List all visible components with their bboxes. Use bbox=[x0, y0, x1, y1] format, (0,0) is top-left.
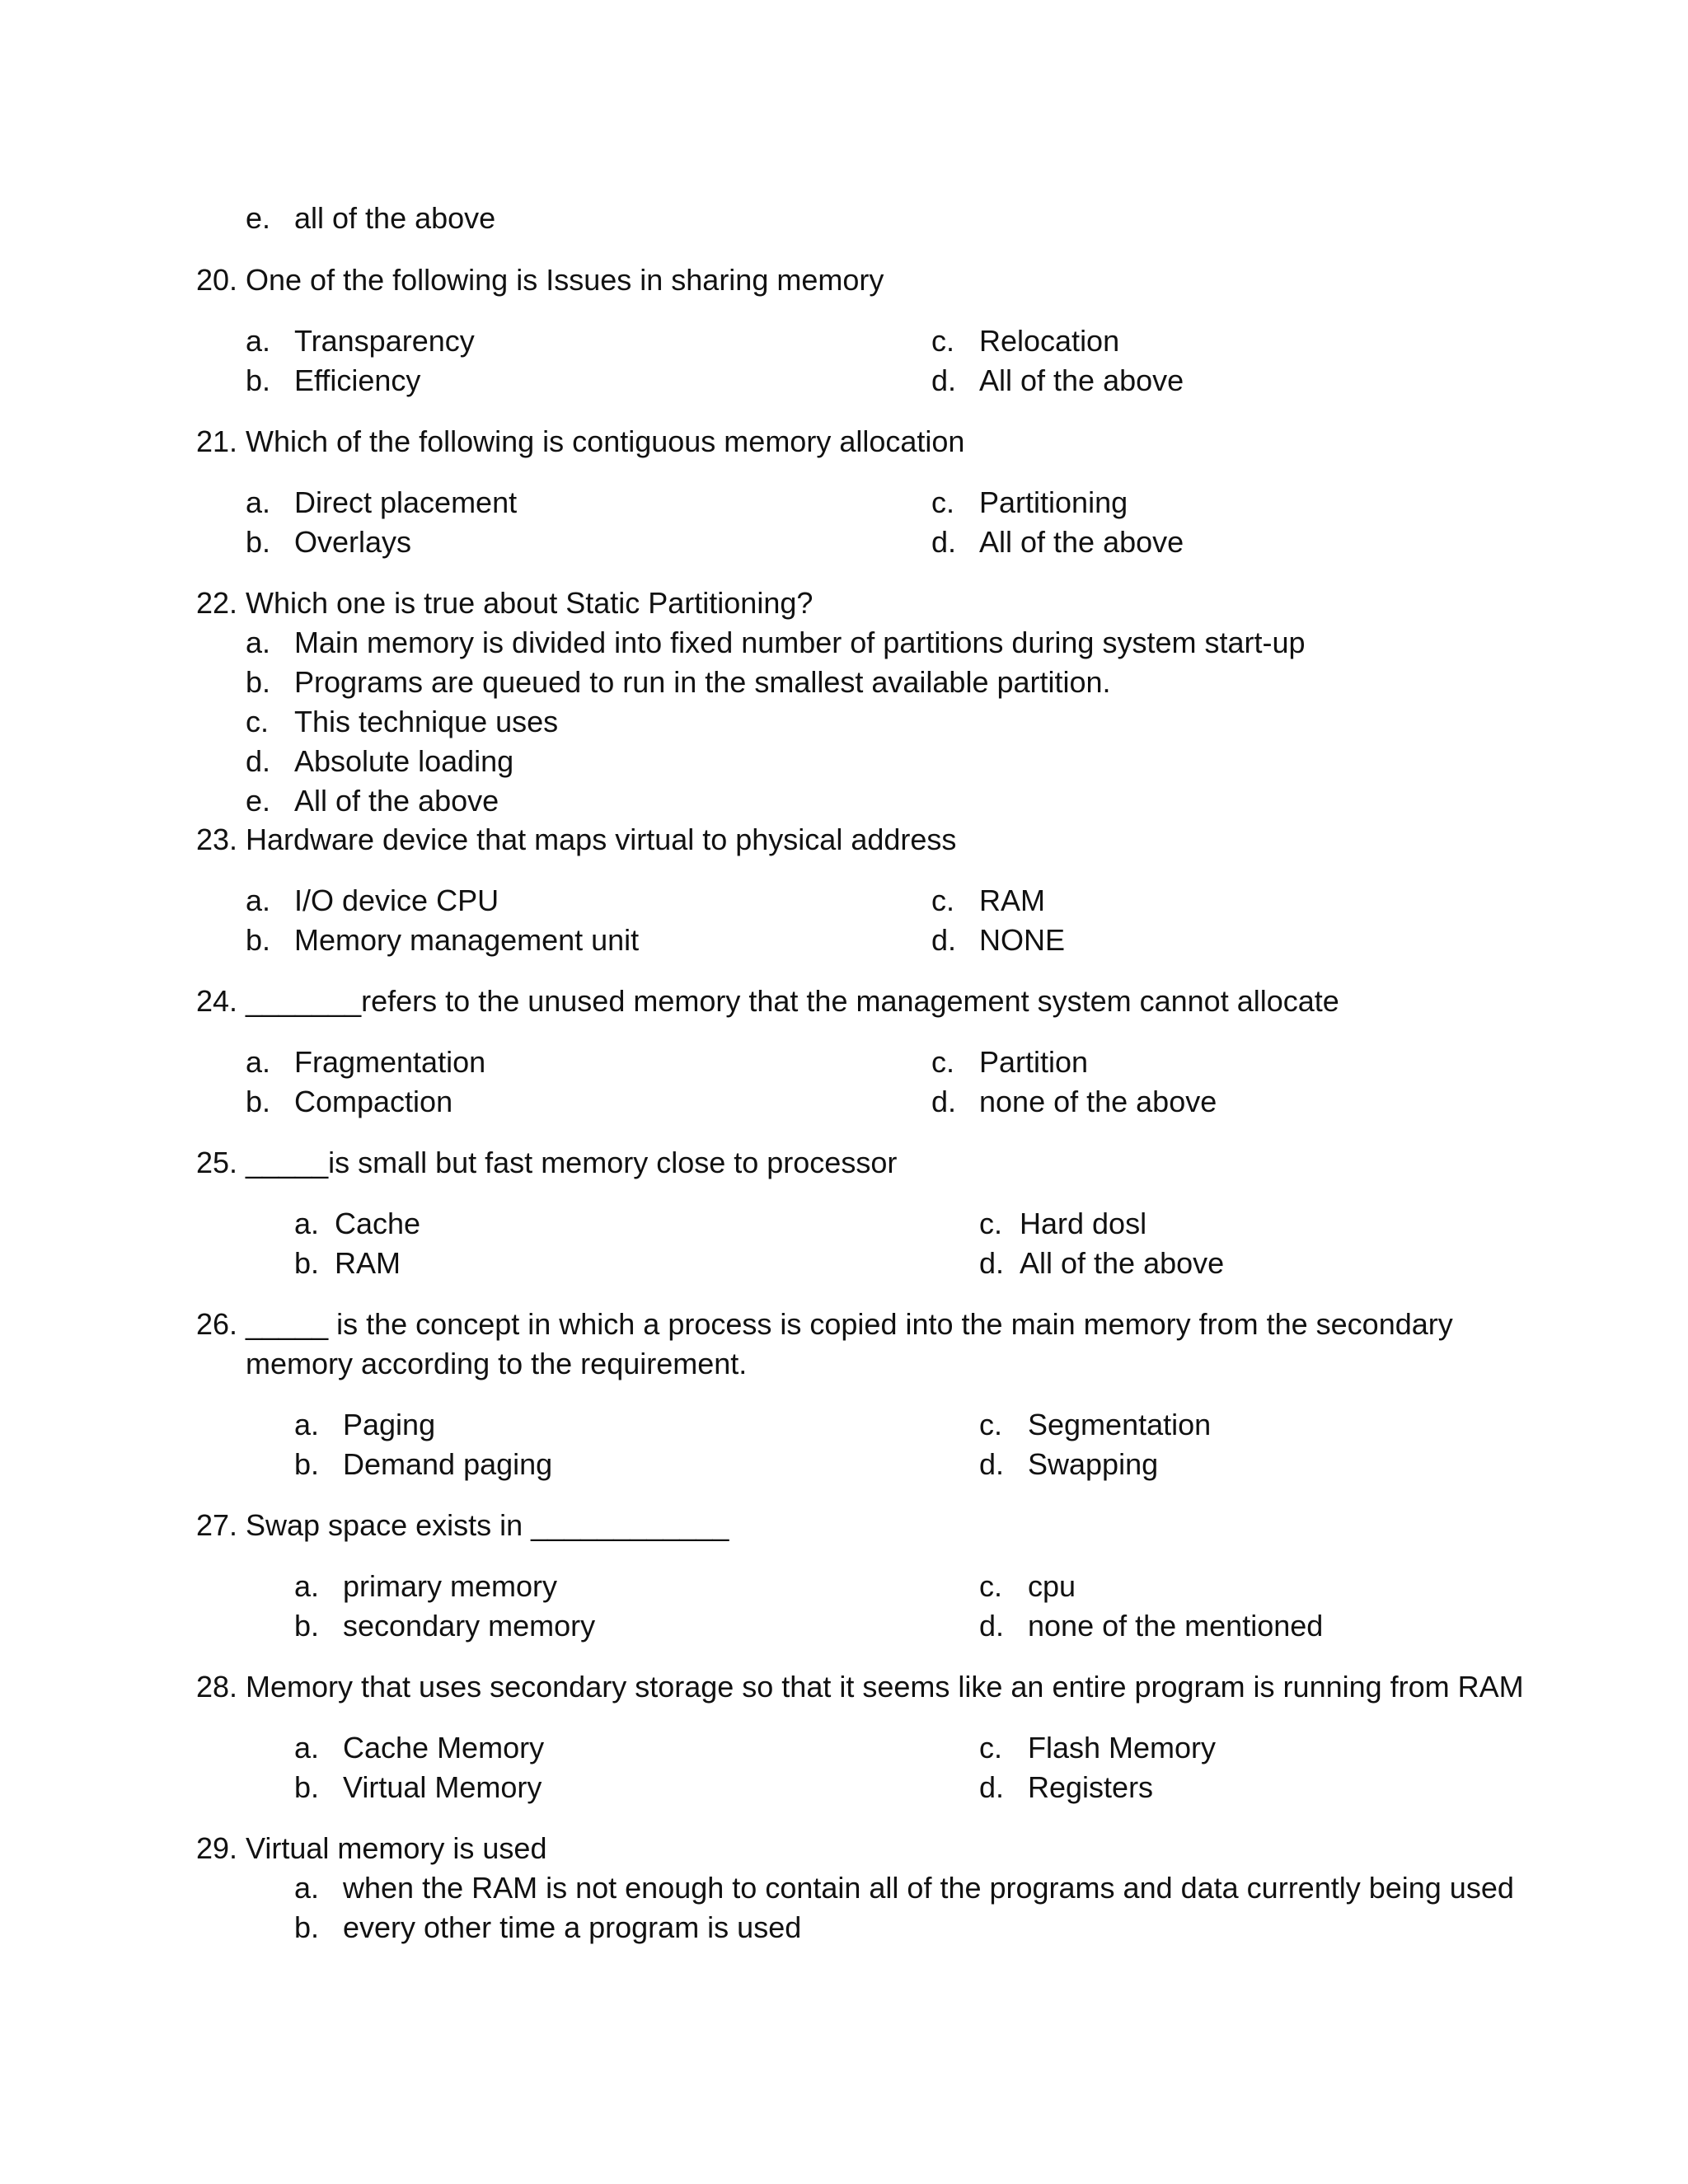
option-marker: b. bbox=[246, 363, 271, 397]
question-text: Swap space exists in ____________ bbox=[246, 1508, 729, 1542]
question-number: 25. bbox=[196, 1146, 238, 1179]
option-text: cpu bbox=[1028, 1569, 1076, 1603]
option-marker: c. bbox=[979, 1207, 1003, 1240]
option-marker: d. bbox=[979, 1609, 1005, 1643]
option-marker: d. bbox=[979, 1447, 1005, 1481]
option-text: Fragmentation bbox=[294, 1045, 486, 1079]
option-text: Efficiency bbox=[294, 363, 421, 397]
option-marker: a. bbox=[294, 1871, 320, 1905]
question-text-continued: memory according to the requirement. bbox=[246, 1347, 748, 1380]
option-text: Transparency bbox=[294, 324, 475, 358]
option-text: This technique uses bbox=[294, 705, 559, 738]
option-marker: b. bbox=[294, 1910, 320, 1944]
option-text: Hard dosl bbox=[1020, 1207, 1147, 1240]
option-marker: c. bbox=[931, 883, 955, 917]
option-marker: d. bbox=[931, 923, 957, 957]
option-marker: a. bbox=[246, 485, 271, 519]
option-marker: b. bbox=[294, 1770, 320, 1804]
option-marker: a. bbox=[246, 1045, 271, 1079]
option-text: secondary memory bbox=[343, 1609, 596, 1643]
option-marker: c. bbox=[979, 1408, 1003, 1441]
option-text: Demand paging bbox=[343, 1447, 553, 1481]
option-text: Programs are queued to run in the smallest available partition. bbox=[294, 665, 1111, 699]
option-text: Direct placement bbox=[294, 485, 518, 519]
option-marker: c. bbox=[931, 324, 955, 358]
option-text: Virtual Memory bbox=[343, 1770, 542, 1804]
option-marker: b. bbox=[246, 1085, 271, 1118]
question-text: _____is small but fast memory close to processor bbox=[246, 1146, 898, 1179]
option-marker: b. bbox=[246, 923, 271, 957]
option-text: Flash Memory bbox=[1028, 1731, 1217, 1765]
option-marker: e. bbox=[246, 201, 271, 235]
question-number: 20. bbox=[196, 263, 238, 297]
question-text: Which of the following is contiguous memory allocation bbox=[246, 424, 965, 458]
option-marker: d. bbox=[979, 1246, 1005, 1280]
option-marker: d. bbox=[931, 525, 957, 559]
option-marker: b. bbox=[246, 525, 271, 559]
option-text: Cache bbox=[335, 1207, 421, 1240]
option-text: none of the mentioned bbox=[1028, 1609, 1324, 1643]
option-marker: e. bbox=[246, 784, 271, 818]
option-marker: d. bbox=[979, 1770, 1005, 1804]
option-text: all of the above bbox=[294, 201, 496, 235]
question-number: 28. bbox=[196, 1670, 238, 1704]
option-marker: a. bbox=[246, 883, 271, 917]
option-marker: d. bbox=[931, 363, 957, 397]
option-marker: c. bbox=[246, 705, 270, 738]
option-text: none of the above bbox=[979, 1085, 1217, 1118]
option-marker: a. bbox=[246, 324, 271, 358]
option-text: Overlays bbox=[294, 525, 412, 559]
option-text: Segmentation bbox=[1028, 1408, 1212, 1441]
question-text: Virtual memory is used bbox=[246, 1831, 547, 1865]
question-text: _____ is the concept in which a process is copied into the main memory from the secondary bbox=[246, 1307, 1453, 1341]
option-text: RAM bbox=[335, 1246, 401, 1280]
option-text: RAM bbox=[979, 883, 1045, 917]
option-text: Swapping bbox=[1028, 1447, 1159, 1481]
option-marker: b. bbox=[246, 665, 271, 699]
option-marker: b. bbox=[294, 1609, 320, 1643]
option-marker: c. bbox=[979, 1731, 1003, 1765]
option-marker: a. bbox=[246, 626, 271, 659]
option-text: NONE bbox=[979, 923, 1066, 957]
option-text: All of the above bbox=[979, 525, 1184, 559]
option-marker: a. bbox=[294, 1408, 320, 1441]
option-text: All of the above bbox=[294, 784, 499, 818]
question-number: 24. bbox=[196, 984, 238, 1018]
option-marker: c. bbox=[979, 1569, 1003, 1603]
option-text: Relocation bbox=[979, 324, 1120, 358]
question-number: 29. bbox=[196, 1831, 238, 1865]
option-text: All of the above bbox=[1020, 1246, 1225, 1280]
option-text: Absolute loading bbox=[294, 744, 514, 778]
option-text: Partitioning bbox=[979, 485, 1128, 519]
option-text: when the RAM is not enough to contain all of the programs and data currently being used bbox=[343, 1871, 1514, 1905]
question-number: 27. bbox=[196, 1508, 238, 1542]
question-text: Hardware device that maps virtual to physical address bbox=[246, 823, 957, 856]
option-text: primary memory bbox=[343, 1569, 558, 1603]
option-text: Compaction bbox=[294, 1085, 453, 1118]
option-text: All of the above bbox=[979, 363, 1184, 397]
option-marker: a. bbox=[294, 1207, 320, 1240]
option-text: Cache Memory bbox=[343, 1731, 545, 1765]
option-marker: a. bbox=[294, 1569, 320, 1603]
question-number: 22. bbox=[196, 586, 238, 620]
question-number: 23. bbox=[196, 823, 238, 856]
option-marker: b. bbox=[294, 1246, 320, 1280]
option-marker: c. bbox=[931, 1045, 955, 1079]
option-text: Registers bbox=[1028, 1770, 1154, 1804]
option-text: Paging bbox=[343, 1408, 436, 1441]
option-text: every other time a program is used bbox=[343, 1910, 802, 1944]
question-text: Which one is true about Static Partitioning? bbox=[246, 586, 814, 620]
option-marker: b. bbox=[294, 1447, 320, 1481]
option-marker: d. bbox=[931, 1085, 957, 1118]
option-text: Memory management unit bbox=[294, 923, 640, 957]
question-text: Memory that uses secondary storage so that it seems like an entire program is running from RAM bbox=[246, 1670, 1524, 1704]
question-number: 26. bbox=[196, 1307, 238, 1341]
option-marker: a. bbox=[294, 1731, 320, 1765]
question-text: _______refers to the unused memory that the management system cannot allocate bbox=[246, 984, 1339, 1018]
option-text: I/O device CPU bbox=[294, 883, 499, 917]
option-text: Partition bbox=[979, 1045, 1089, 1079]
option-text: Main memory is divided into fixed number of partitions during system start-up bbox=[294, 626, 1306, 659]
question-text: One of the following is Issues in sharing memory bbox=[246, 263, 884, 297]
question-number: 21. bbox=[196, 424, 238, 458]
option-marker: d. bbox=[246, 744, 271, 778]
option-marker: c. bbox=[931, 485, 955, 519]
